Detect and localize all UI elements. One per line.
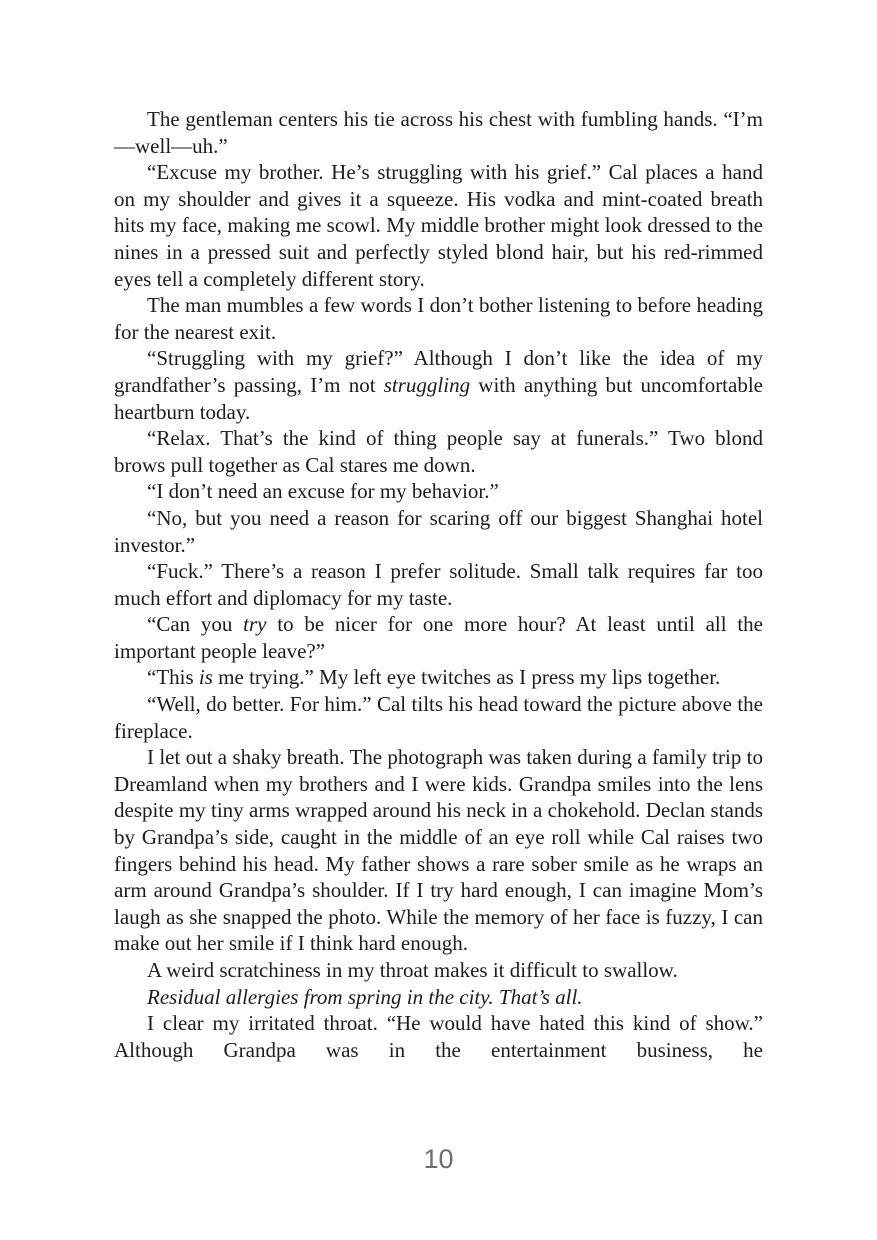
paragraph: [114, 1010, 763, 1063]
paragraph: [114, 425, 763, 478]
paragraph: [114, 664, 763, 691]
paragraph-text-segment: is: [198, 665, 213, 690]
paragraph-text-segment: The man mumbles a few words I don’t bother listening to before heading for the nearest exit.: [114, 293, 763, 344]
paragraph-text-segment: A weird scratchiness in my throat makes it difficult to swallow.: [147, 958, 678, 982]
paragraph-text-segment: “This: [147, 665, 199, 690]
paragraph-text-segment: me trying.” My left eye twitches as I press my lips together.: [212, 665, 721, 690]
paragraph: [114, 159, 763, 292]
paragraph: [114, 505, 763, 558]
paragraph-text-segment: “I don’t need an excuse for my behavior.”: [147, 479, 499, 504]
paragraph-text-segment: “Well, do better. For him.” Cal tilts his head toward the picture above the fireplace.: [114, 692, 763, 743]
paragraph: [114, 478, 763, 505]
paragraph: [114, 744, 763, 957]
paragraph-text-segment: “Relax. That’s the kind of thing people say at funerals.” Two blond brows pull together as Cal stares me down.: [114, 426, 763, 477]
paragraph: [114, 558, 763, 611]
paragraph: [114, 984, 763, 1011]
paragraph: [114, 691, 763, 744]
paragraph: [114, 611, 763, 664]
paragraph-text-segment: try: [243, 612, 267, 637]
page-number: 10: [423, 1144, 454, 1174]
page-text-content: [114, 106, 763, 1063]
paragraph: [114, 957, 763, 984]
paragraph-text-segment: The gentleman centers his tie across his chest with fumbling hands. “I’m—well—uh.”: [114, 107, 763, 158]
paragraph-text-segment: with anything but uncomfortable heartburn today.: [114, 372, 763, 424]
paragraph-text-segment: I clear my irritated throat. “He would have hated this kind of show.” Although Grandpa was in the entertainment business, he: [114, 1011, 763, 1062]
paragraph-text-segment: “Excuse my brother. He’s struggling with his grief.” Cal places a hand on my shoulder and gives it a squeeze. His vodka and mint-coated breath hits my face, making me scowl. My middle brother might look dressed to the nines in a pressed suit and perfectly styled blond hair, but his red-rimmed eyes tell a completely different story.: [114, 160, 763, 291]
paragraph: [114, 292, 763, 345]
paragraph-text-segment: “Struggling with my grief?” Although I don’t like the idea of my grandfather’s passing, I’m not: [114, 346, 763, 397]
paragraph: [114, 345, 763, 425]
paragraph-text-segment: Residual allergies from spring in the city. That’s all.: [147, 984, 583, 1009]
paragraph-text-segment: “Can you: [147, 612, 244, 637]
paragraph-text-segment: I let out a shaky breath. The photograph was taken during a family trip to Dreamland when my brothers and I were kids. Grandpa smiles into the lens despite my tiny arms wrapped around his neck in a chokehold. Declan stands by Grandpa’s side, caught in the middle of an eye roll while Cal raises two fingers behind his head. My father shows a rare sober smile as he wraps an arm around Grandpa’s shoulder. If I try hard enough, I can imagine Mom’s laugh as she snapped the photo. While the memory of her face is fuzzy, I can make out her smile if I think hard enough.: [114, 745, 763, 956]
paragraph-text-segment: “Fuck.” There’s a reason I prefer solitude. Small talk requires far too much effort and diplomacy for my taste.: [114, 559, 763, 610]
paragraph: [114, 106, 763, 159]
paragraph-text-segment: struggling: [383, 372, 471, 397]
paragraph-text-segment: to be nicer for one more hour? At least until all the important people leave?”: [114, 612, 763, 663]
paragraph-text-segment: “No, but you need a reason for scaring off our biggest Shanghai hotel investor.”: [114, 505, 763, 557]
